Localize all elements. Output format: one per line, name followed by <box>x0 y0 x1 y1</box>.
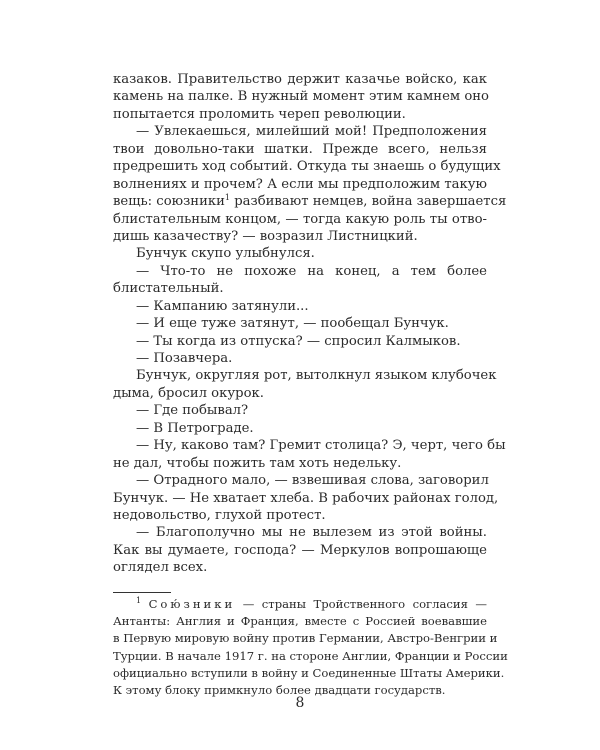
text-line: недовольство, глухой протест. <box>113 507 326 523</box>
paragraph <box>113 472 499 524</box>
paragraph <box>113 263 487 298</box>
text-line: твои довольно-таки шатки. Прежде всего, нельзя <box>113 141 487 157</box>
paragraph <box>113 245 487 262</box>
text-line: блистательный. <box>113 281 224 297</box>
paragraph <box>113 315 487 332</box>
footnote-line: в Первую мировую войну против Германии, Австро-Венгрии и <box>113 631 498 646</box>
text-line: попытается проломить череп революции. <box>113 106 406 122</box>
text-line: Как вы думаете, господа? — Меркулов вопрошающе <box>113 542 487 558</box>
text-line: Бунчук, округляя рот, вытолкнул языком клубочек <box>136 368 497 384</box>
paragraph <box>113 333 487 350</box>
text-line: — Благополучно мы не вылезем из этой войны. <box>136 525 487 541</box>
main-text <box>113 71 507 577</box>
footnote-separator <box>113 592 171 593</box>
paragraph <box>113 298 487 315</box>
paragraph <box>113 420 487 437</box>
paragraph <box>113 524 487 576</box>
text-line: Бунчук скупо улыбнулся. <box>136 246 315 262</box>
footnote-term: Сою́зники <box>148 597 236 611</box>
footnote-line: Антанты: Англия и Франция, вместе с Россией воевавшие <box>113 614 487 629</box>
text-line: дыма, бросил окурок. <box>113 385 264 401</box>
text-line: не дал, чтобы пожить там хоть недельку. <box>113 455 402 471</box>
text-line: дишь казачеству? — возразил Листницкий. <box>113 228 418 244</box>
footnote-line: официально вступили в войну и Соединенные Штаты Америки. <box>113 665 505 680</box>
text-line: — И еще туже затянут, — пообещал Бунчук. <box>136 316 449 332</box>
text-line: казаков. Правительство держит казачье войско, как <box>113 72 487 87</box>
text-line: волнениях и прочем? А если мы предположим такую <box>113 176 487 192</box>
text-line: — Где побывал? <box>136 403 249 419</box>
footnote-line: К этому блоку примкнуло более двадцати государств. <box>113 682 446 697</box>
text-line: вещь: союзники$^1$ разбивают немцев, война завершается <box>113 193 507 210</box>
paragraph <box>113 367 497 402</box>
text-line: Бунчук. — Не хватает хлеба. В рабочих районах голод, <box>113 490 499 506</box>
text-line: — Что-то не похоже на конец, а тем более <box>136 263 487 279</box>
text-line: — Увлекаешься, милейший мой! Предположения <box>136 124 487 140</box>
text-line: блистательным концом, — тогда какую роль ты отво- <box>113 211 487 227</box>
text-line: камень на палке. В нужный момент этим камнем оно <box>113 89 489 105</box>
paragraph <box>113 123 507 245</box>
text-line: — Ты когда из отпуска? — спросил Калмыков. <box>136 333 461 349</box>
paragraph <box>113 437 506 472</box>
page-number: 8 <box>295 695 305 711</box>
footnote-line <box>113 596 487 613</box>
footnote <box>113 596 508 699</box>
text-line: — Ну, каково там? Гремит столица? Э, черт, чего бы <box>136 438 506 454</box>
paragraph <box>113 402 487 419</box>
footnote-text: — страны Тройственного согласия — <box>242 597 487 611</box>
text-line: оглядел всех. <box>113 560 208 576</box>
text-line: — В Петрограде. <box>136 420 254 436</box>
text-line: — Отрадного мало, — взвешивая слова, заговорил <box>136 473 489 489</box>
text-line: — Позавчера. <box>136 351 233 366</box>
footnote-line: Турции. В начале 1917 г. на стороне Англии, Франции и России <box>113 648 508 663</box>
paragraph <box>113 350 487 367</box>
text-line: предрешить ход событий. Откуда ты знаешь о будущих <box>113 159 501 175</box>
footnote-marker: 1 <box>136 596 142 605</box>
footnote-reference[interactable]: 1 <box>224 193 231 203</box>
text-line: — Кампанию затянули... <box>136 298 309 314</box>
paragraph <box>113 71 487 123</box>
